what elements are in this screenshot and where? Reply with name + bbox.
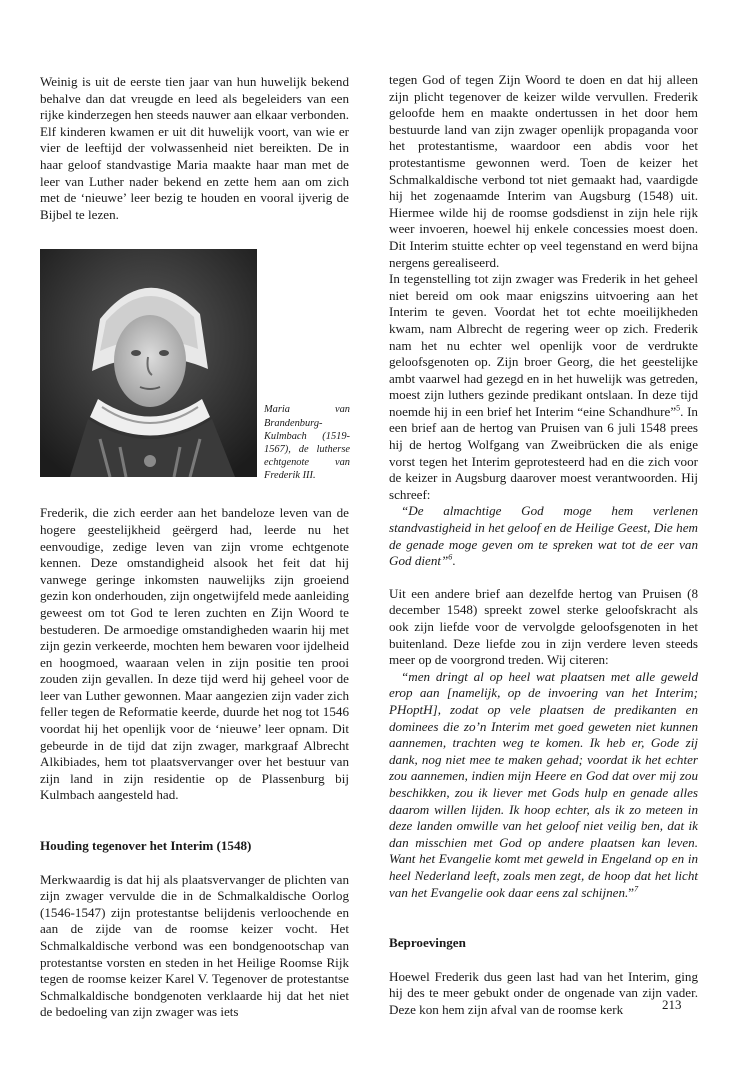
block-quote — [389, 669, 698, 901]
quote-text: “De almachtige God moge hem verlenen standvastigheid in het geloof en de Heilige Geest, Die hem de genade moge geven om te spreken wat tot de eer van God dient” — [389, 503, 698, 569]
quote-end: ” — [628, 884, 635, 900]
section-heading: Beproevingen — [389, 935, 466, 951]
footnote-ref: 6 — [448, 552, 453, 562]
quote-text: “men dringt al op heel wat plaatsen met alle geweld erop aan [namelijk, op de invoering van het Interim; PHoptH], zodat op vele plaatsen de predikanten en dominees die zo’n Interim met goed geweten niet kunnen aannemen, trachten weg te komen. Ik heb er, Gode zij dank, nog niet mee te maken gehad; voordat ik het echter zou aannemen, indien mijn Heere en God dat over mij zou beschikken, zou ik liever met Gods hulp en genade alles daarom willen lijden. Ik hoop echter, als ik zo meteen in deze landen omwille van het geloof niet veilig ben, dat ik dan misschien met God op andere plaatsen kan leven. Want het Evangelie komt met geweld in Engeland op en in heel Nederland leeft, zoals men zegt, de hoop dat het licht van het Evangelie ook daar eens zal schijnen. — [389, 668, 698, 900]
portrait-image — [40, 249, 257, 477]
paragraph: Merkwaardig is dat hij als plaatsvervanger de plichten van zijn zwager vervulde die in de Schmalkaldische Oorlog (1546-1547) zijn protestantse belijdenis verloochende en aan de zijde van de roomse keizer vocht. Het Schmalkaldische verbond was een bondgenootschap van protestantse vorsten en steden in het Heilige Roomse Rijk tegen de roomse keizer Karel V. Tegenover de protestantse Schmalkaldische bondgenoten verklaarde hij dat het niet de bedoeling van zijn zwager was iets — [40, 871, 349, 1020]
block-quote — [389, 503, 698, 569]
paragraph-text: In tegenstelling tot zijn zwager was Frederik in het geheel niet bereid om ook maar enigszins uitvoering aan het Interim te geven. Voordat het tot echte moeilijkheden kwam, nam Albrecht de regering weer op zich. Frederik nam het nu echter wel openlijk voor de verdrukte geloofsgenoten op. Zijn broer Georg, die het geestelijke ambt vaarwel had gezegd en in het huwelijk was getreden, moest zijn luthers gezinde predikant ontslaan. In deze tijd noemde hij in een brief het Interim “eine Schandhure” — [389, 271, 698, 419]
footnote-ref: 5 — [676, 403, 681, 413]
paragraph: tegen God of tegen Zijn Woord te doen en dat hij alleen zijn plicht tegenover de keizer wilde vervullen. Frederik geloofde hem en maakte ondertussen in het door hem bestuurde land van zijn zwager openlijk propaganda voor het protestantisme, waardoor een abdis voor het protestantisme gewonnen werd. Toen de keizer het Schmalkaldische verbond tot niet gemaakt had, vaardigde hij het zogenaamde Interim van Augsburg (1548) uit. Hiermee wilde hij de roomse godsdienst in zijn hele rijk weer invoeren, hoewel hij enkele concessies moest doen. Dit Interim stuitte echter op veel tegenstand en werd bijna nergens gerealiseerd. — [389, 72, 698, 270]
page-number: 213 — [662, 997, 682, 1012]
portrait-figure — [40, 249, 350, 482]
paragraph — [389, 271, 698, 503]
portrait-illustration — [40, 249, 257, 477]
paragraph: Frederik, die zich eerder aan het bandeloze leven van de hogere geestelijkheid geërgerd had, leerde nu het eenvoudige, zedige leven van zijn vrome echtgenote kennen. Deze omstandigheid alsook het feit dat hij vanwege geringe inkomsten nauwelijks zijn groeiend gezin kon onderhouden, zijn ongetwijfeld mede aanleiding geweest om tot God te leren zuchten en Zijn Woord te bestuderen. De armoedige omstandigheden waarin hij met zijn gezin verkeerde, mochten hem bewaren voor ijdelheid en hoogmoed, waaraan velen in zijn positie ten prooi zouden zijn gevallen. In deze tijd werd hij geheel voor de leer van Luther gewonnen. Maar aangezien zijn vader zich feller tegen de Reformatie keerde, duurde het nog tot 1546 voordat hij het openlijk voor de ‘nieuwe’ leer opnam. Dit gebeurde in de tijd dat zijn zwager, markgraaf Albrecht Alkibiades, hem tot plaatsvervanger over het bestuur van zijn land in zijn residentie op de Plassenburg bij Kulmbach aangesteld had. — [40, 505, 349, 803]
footnote-ref: 7 — [634, 884, 639, 894]
left-column — [40, 74, 349, 1021]
quote-end: . — [452, 553, 456, 569]
section-heading: Houding tegenover het Interim (1548) — [40, 838, 252, 854]
right-column — [389, 72, 698, 1018]
paragraph: Hoewel Frederik dus geen last had van het Interim, ging hij des te meer gebukt onder de ongenade van zijn vader. Deze kon hem zijn afval van de roomse kerk — [389, 968, 698, 1017]
paragraph-text: . In een brief aan de hertog van Pruisen van 6 juli 1548 prees hij de hertog Wolfgang van Zweibrücken die als enige vorst tegen het Interim geprotesteerd had en die zich voor de keizer in Augsburg daarover moest verantwoorden. Hij schreef: — [389, 403, 698, 502]
paragraph: Uit een andere brief aan dezelfde hertog van Pruisen (8 december 1548) spreekt zowel sterke geloofskracht als ook zijn liefde voor de vervolgde geloofsgenoten in het buitenland. Deze liefde zou in zijn verdere leven steeds meer op de voorgrond treden. Wij citeren: — [389, 585, 698, 668]
figure-caption: Maria van Brandenburg-Kulmbach (1519-1567), de lutherse echtgenote van Frederik III. — [264, 404, 350, 482]
paragraph: Weinig is uit de eerste tien jaar van hun huwelijk bekend behalve dan dat vreugde en leed als begeleiders van een rijke kinderzegen hen steeds nauwer aan elkaar verbonden. Elf kinderen kwamen er uit dit huwelijk voort, van wie er vier de leeftijd der volwassenheid niet bereikten. De in haar geloof standvastige Maria maakte haar man met de leer van Luther nader bekend en zette hem aan om zich met de ‘nieuwe’ leer bezig te houden en vooral ijverig de Bijbel te lezen. — [40, 74, 350, 222]
